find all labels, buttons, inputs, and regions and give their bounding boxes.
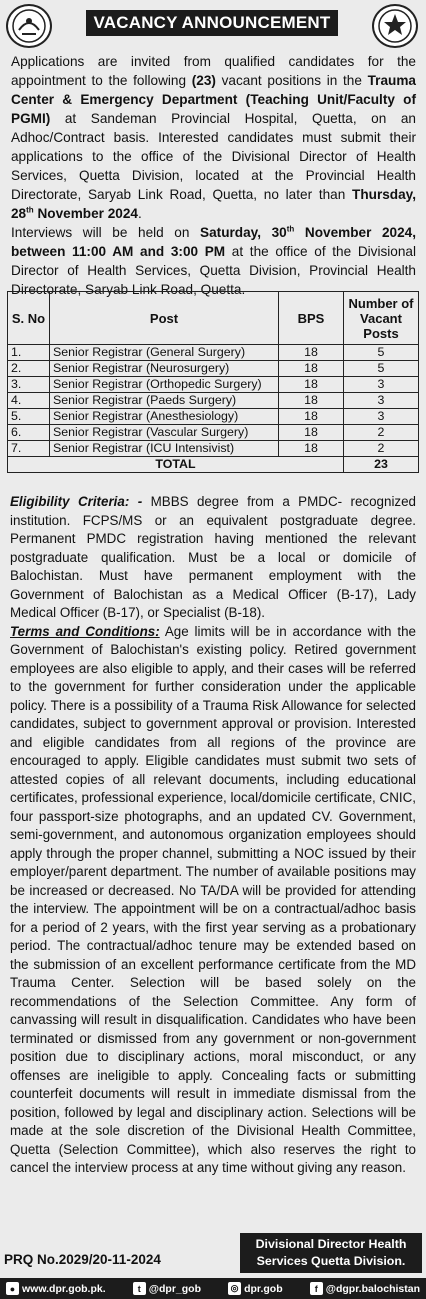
footer-website[interactable] bbox=[6, 1282, 106, 1295]
row-number: 1. bbox=[8, 345, 50, 361]
signature-block bbox=[240, 1233, 422, 1273]
row-post: Senior Registrar (Neurosurgery) bbox=[50, 361, 279, 377]
facebook-icon: f bbox=[310, 1282, 323, 1295]
row-bps: 18 bbox=[279, 361, 344, 377]
row-number: 4. bbox=[8, 393, 50, 409]
website-text: www.dpr.gob.pk. bbox=[22, 1282, 106, 1295]
row-count: 3 bbox=[344, 393, 419, 409]
table-row bbox=[8, 409, 419, 425]
row-bps: 18 bbox=[279, 441, 344, 457]
row-bps: 18 bbox=[279, 377, 344, 393]
row-bps: 18 bbox=[279, 393, 344, 409]
twitter-icon: t bbox=[133, 1282, 146, 1295]
facebook-text: @dgpr.balochistan bbox=[325, 1282, 420, 1295]
prq-number: PRQ No.2029/20-11-2024 bbox=[4, 1252, 161, 1267]
footer-instagram[interactable] bbox=[228, 1282, 283, 1295]
footer-facebook[interactable] bbox=[310, 1282, 420, 1295]
table-row bbox=[8, 361, 419, 377]
signature-line-2: Services Quetta Division. bbox=[256, 1254, 406, 1268]
government-seal-icon bbox=[6, 4, 52, 48]
globe-icon: ● bbox=[6, 1282, 19, 1295]
row-number: 7. bbox=[8, 441, 50, 457]
signature-line-1: Divisional Director Health bbox=[255, 1237, 407, 1251]
row-count: 3 bbox=[344, 377, 419, 393]
row-post: Senior Registrar (Paeds Surgery) bbox=[50, 393, 279, 409]
footer-twitter[interactable] bbox=[133, 1282, 201, 1295]
row-number: 2. bbox=[8, 361, 50, 377]
row-bps: 18 bbox=[279, 409, 344, 425]
table-total-row bbox=[8, 457, 419, 473]
row-number: 6. bbox=[8, 425, 50, 441]
col-vacant-posts: Number of Vacant Posts bbox=[344, 292, 419, 345]
row-post: Senior Registrar (Anesthesiology) bbox=[50, 409, 279, 425]
footer bbox=[0, 1278, 426, 1299]
vacancy-table bbox=[7, 291, 419, 473]
terms-text: Age limits will be in accordance with the Government of Balochistan's existing policy. Retired government employees are also eligible to apply, and their cases will be referred to the government for further consideration under the applicable policy. There is a possibility of a Trauma Risk Allowance for selected candidates, subject to government approval or provision. Interested and eligible candidates from all regions of the province are encouraged to apply. Eligible candidates must submit two sets of attested copies of all relevant documents, including educational certificates, professional experience, local/domicile certificate, CNIC, four passport-size photographs, and an updated CV. Government, semi-government, and autonomous organization employees should apply through the proper channel, submitting a NOC issued by their employer/parent department. The number of available positions may be increased or decreased. No TA/DA will be provided for attending the interview. The appointment will be on a contractual/adhoc basis for a period of 2 years, with the first year serving as a probationary period. The contractual/adhoc tenure may be extended based on the submission of an excellent performance certificate from the MD Trauma Center. Selection will be based solely on the recommendations of the Selection Committee. Any form of canvassing will result in disqualification. Candidates who have been terminated or dismissed from any government or non-government position due to disciplinary actions, moral misconduct, or any offenses are ineligible to apply. Concealing facts or submitting counterfeit documents will result in immediate dismissal from the position, followed by legal and disciplinary action. Selections will be made at the sole discretion of the Divisional Health Committee, Quetta (Selection Committee), which also reserves the right to cancel the interview process at any time without giving any reason. bbox=[10, 623, 416, 1175]
table-header-row bbox=[8, 292, 419, 345]
criteria-and-terms bbox=[10, 493, 416, 1178]
row-count: 2 bbox=[344, 425, 419, 441]
row-count: 3 bbox=[344, 409, 419, 425]
eligibility-label: Eligibility Criteria: - bbox=[10, 494, 143, 509]
row-post: Senior Registrar (Orthopedic Surgery) bbox=[50, 377, 279, 393]
government-emblem-icon bbox=[372, 4, 418, 48]
row-count: 5 bbox=[344, 345, 419, 361]
row-count: 2 bbox=[344, 441, 419, 457]
instagram-text: dpr.gob bbox=[244, 1282, 283, 1295]
twitter-text: @dpr_gob bbox=[148, 1282, 201, 1295]
total-value: 23 bbox=[344, 457, 419, 473]
col-bps: BPS bbox=[279, 292, 344, 345]
row-bps: 18 bbox=[279, 345, 344, 361]
row-post: Senior Registrar (General Surgery) bbox=[50, 345, 279, 361]
intro-paragraph: Applications are invited from qualified candidates for the appointment to the following (23) vacant positions in the Trauma Center & Emergency Department (Teaching Unit/Faculty of PGMI) at Sandeman Provincial Hospital, Quetta, on an Adhoc/Contract basis. Interested candidates must submit their applications to the office of the Divisional Director of Health Services, Quetta Division, located at the Provincial Health Directorate, Saryab Link Road, Quetta, no later than Thursday, 28th November 2024. Interviews will be held on Saturday, 30th November 2024, between 11:00 AM and 3:00 PM at the office of the Divisional Director of Health Services, Quetta Division, Provincial Health Directorate, Saryab Link Road, Quetta. bbox=[11, 54, 416, 297]
row-post: Senior Registrar (Vascular Surgery) bbox=[50, 425, 279, 441]
col-post: Post bbox=[50, 292, 279, 345]
row-post: Senior Registrar (ICU Intensivist) bbox=[50, 441, 279, 457]
instagram-icon: ◎ bbox=[228, 1282, 241, 1295]
total-label: TOTAL bbox=[8, 457, 344, 473]
terms-label: Terms and Conditions: bbox=[10, 623, 160, 639]
col-sno: S. No bbox=[8, 292, 50, 345]
table-row bbox=[8, 425, 419, 441]
eligibility-text: MBBS degree from a PMDC- recognized institution. FCPS/MS or an equivalent postgraduate degree. Permanent PMDC registration having mentioned the relevant postgraduate qualification. Must be a local or domicile of Balochistan. Must have permanent employment with the Government of Balochistan as a Medical Officer (B-17), Lady Medical Officer (B-17), or Specialist (B-18). bbox=[10, 494, 417, 620]
page-title: VACANCY ANNOUNCEMENT bbox=[86, 10, 338, 36]
header bbox=[0, 0, 426, 52]
table-row bbox=[8, 393, 419, 409]
row-count: 5 bbox=[344, 361, 419, 377]
row-number: 3. bbox=[8, 377, 50, 393]
table-row bbox=[8, 377, 419, 393]
table-row bbox=[8, 441, 419, 457]
row-number: 5. bbox=[8, 409, 50, 425]
table-row bbox=[8, 345, 419, 361]
row-bps: 18 bbox=[279, 425, 344, 441]
